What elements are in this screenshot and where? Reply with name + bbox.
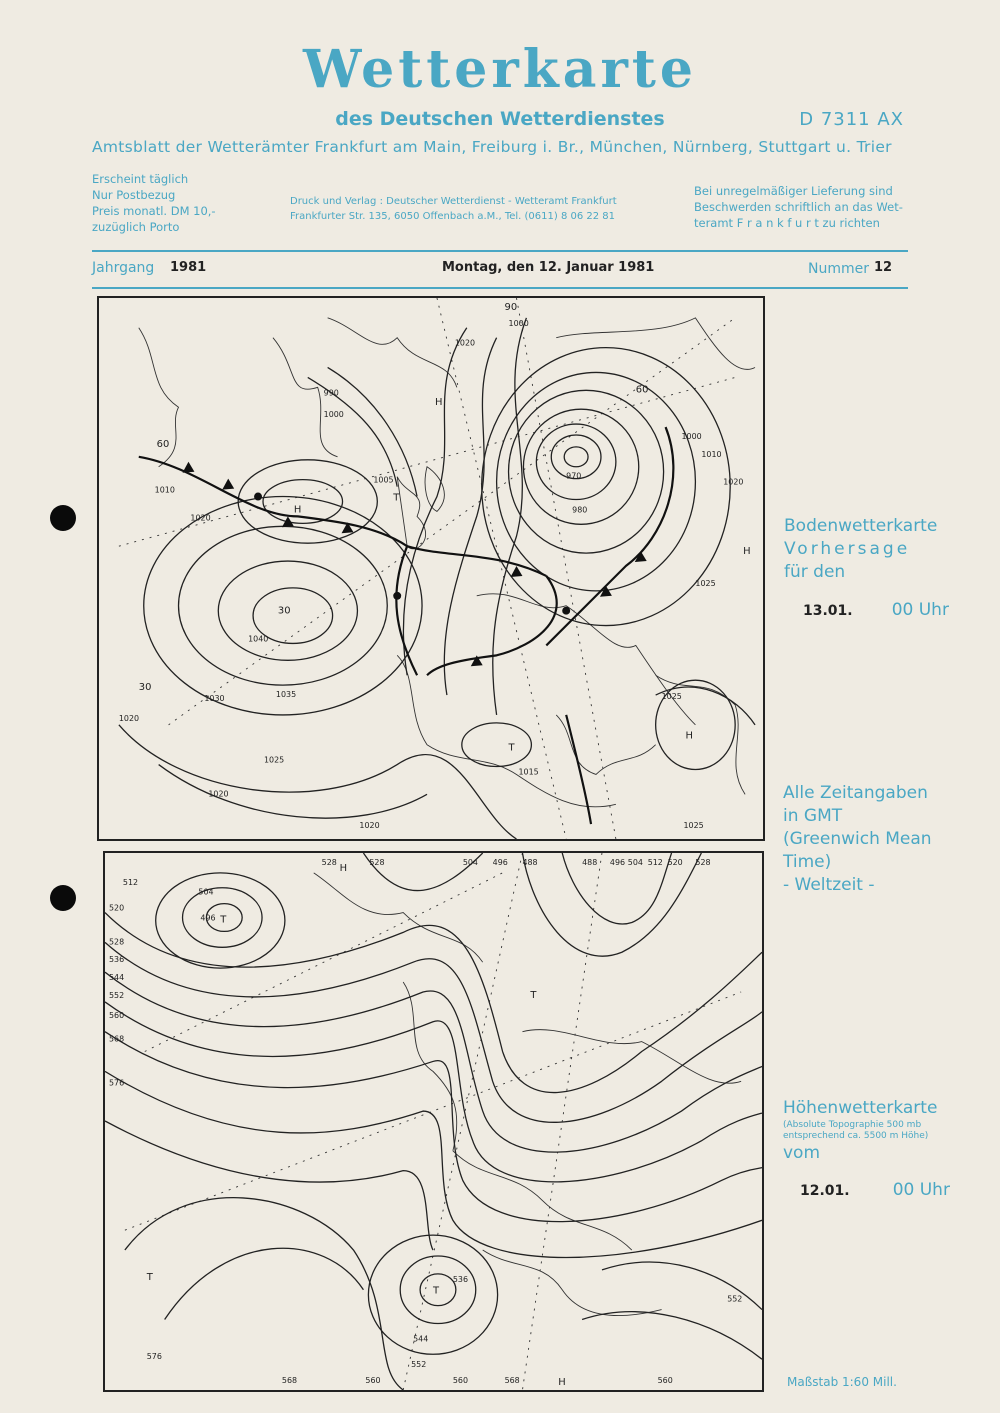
map-label: 504 xyxy=(462,857,478,867)
surface-map-drawing xyxy=(99,298,763,839)
map-label: 1030 xyxy=(204,694,225,704)
info-line: Druck und Verlag : Deutscher Wetterdienst - Wetteramt Frankfurt xyxy=(290,196,617,207)
punch-hole xyxy=(50,885,76,911)
info-line: Beschwerden schriftlich an das Wet- xyxy=(694,200,903,214)
info-line: zuzüglich Porto xyxy=(92,220,180,234)
map-label: 1020 xyxy=(208,789,229,799)
map-label: 1000 xyxy=(323,410,344,420)
map-label: 552 xyxy=(108,990,125,1000)
map-label: 528 xyxy=(321,857,337,867)
map-label: 552 xyxy=(727,1294,743,1304)
map-scale: Maßstab 1:60 Mill. xyxy=(787,1375,897,1389)
note-line: (Greenwich Mean xyxy=(783,829,932,849)
note-line: in GMT xyxy=(783,806,843,826)
issue-row xyxy=(92,258,908,280)
map-label: 1020 xyxy=(118,713,140,723)
map-label: 1025 xyxy=(695,578,716,588)
map-label: H xyxy=(685,730,693,742)
caption-line: Bodenwetterkarte xyxy=(784,516,938,536)
info-line: Bei unregelmäßiger Lieferung sind xyxy=(694,184,893,198)
map-label: 60 xyxy=(635,384,649,396)
surface-weather-map xyxy=(97,296,765,841)
punch-hole xyxy=(50,505,76,531)
number-value: 12 xyxy=(874,260,893,275)
caption-line: Vorhersage xyxy=(784,539,911,559)
map-label: 1040 xyxy=(248,634,269,644)
map-label: T xyxy=(433,1285,440,1297)
postal-code: D 7311 AX xyxy=(799,109,904,130)
surface-map-date xyxy=(803,600,949,620)
info-line: Nur Postbezug xyxy=(92,188,176,202)
map-label: 560 xyxy=(108,1010,125,1020)
upper-map-drawing xyxy=(105,853,762,1390)
map-label: 1025 xyxy=(683,821,704,831)
map-label: 496 xyxy=(492,857,508,867)
map-label: 1020 xyxy=(454,338,476,348)
surface-map-caption xyxy=(784,515,937,584)
map-label: H xyxy=(558,1377,566,1389)
map-label: T xyxy=(146,1271,153,1283)
map-label: 488 xyxy=(582,857,598,867)
note-line: Time) xyxy=(783,852,832,872)
year-label: Jahrgang xyxy=(92,260,155,276)
info-line: Frankfurter Str. 135, 6050 Offenbach a.M., Tel. (0611) 8 06 22 81 xyxy=(290,211,616,222)
divider xyxy=(92,287,908,289)
masthead-title: Wetterkarte xyxy=(303,39,697,100)
map-label: 1000 xyxy=(508,318,529,328)
map-label: 528 xyxy=(108,937,125,947)
map-label: 528 xyxy=(369,857,385,867)
time-note xyxy=(783,782,932,897)
map-label: 560 xyxy=(365,1376,381,1386)
map-label: 1035 xyxy=(275,690,297,700)
note-line: - Weltzeit - xyxy=(783,875,875,895)
map-label: 576 xyxy=(108,1078,125,1088)
year-value: 1981 xyxy=(170,260,207,275)
map-label: T xyxy=(393,492,400,504)
map-label: 990 xyxy=(323,388,339,398)
map-label: 520 xyxy=(108,903,125,913)
map-label: 568 xyxy=(504,1376,520,1386)
forecast-time: 00 Uhr xyxy=(891,600,949,620)
masthead-subtitle: des Deutschen Wetterdienstes xyxy=(335,108,665,130)
map-label: 1005 xyxy=(373,475,394,485)
map-label: 544 xyxy=(413,1334,429,1344)
publisher-info xyxy=(290,194,617,224)
divider xyxy=(92,250,908,252)
map-label: 90 xyxy=(504,301,518,313)
map-label: 1025 xyxy=(661,692,682,702)
info-line: Erscheint täglich xyxy=(92,172,189,186)
map-label: 544 xyxy=(108,973,125,983)
analysis-date: 12.01. xyxy=(800,1183,850,1199)
map-label: T xyxy=(508,742,515,754)
caption-small: (Absolute Topographie 500 mb xyxy=(783,1120,922,1130)
map-label: 1020 xyxy=(359,821,380,831)
map-label: 970 xyxy=(566,471,582,481)
forecast-date: 13.01. xyxy=(803,603,853,619)
map-label: T xyxy=(530,989,537,1001)
map-label: H xyxy=(339,862,348,874)
map-label: 30 xyxy=(138,682,152,694)
map-label: T xyxy=(220,914,227,926)
map-label: 30 xyxy=(277,605,291,617)
map-label: 1000 xyxy=(681,431,702,441)
map-label: 496 xyxy=(609,857,626,867)
caption-small: entsprechend ca. 5500 m Höhe) xyxy=(783,1131,929,1141)
map-label: 1015 xyxy=(518,767,539,777)
complaint-info xyxy=(694,183,908,231)
map-label: 1010 xyxy=(701,449,722,459)
number-label: Nummer xyxy=(808,261,869,277)
map-label: 512 xyxy=(122,877,139,887)
map-label: 536 xyxy=(452,1274,469,1284)
issue-date: Montag, den 12. Januar 1981 xyxy=(442,260,655,275)
caption-line: für den xyxy=(784,562,846,582)
map-label: 488 xyxy=(522,857,538,867)
caption-line: Höhenwetterkarte xyxy=(783,1098,938,1118)
map-label: 520 xyxy=(667,857,683,867)
upper-map-date xyxy=(800,1180,950,1200)
map-label: 512 xyxy=(647,857,663,867)
caption-line: vom xyxy=(783,1143,821,1163)
map-label: 568 xyxy=(108,1034,125,1044)
map-label: 1025 xyxy=(264,755,285,765)
map-label: 1010 xyxy=(154,485,175,495)
upper-air-map xyxy=(103,851,764,1392)
info-line: Preis monatl. DM 10,- xyxy=(92,204,216,218)
analysis-time: 00 Uhr xyxy=(892,1180,950,1200)
map-label: 504 xyxy=(627,857,643,867)
map-label: 568 xyxy=(281,1376,298,1386)
map-label: 560 xyxy=(657,1376,673,1386)
map-label: 536 xyxy=(108,955,125,965)
map-label: 980 xyxy=(572,505,588,515)
map-label: 496 xyxy=(200,913,216,923)
note-line: Alle Zeitangaben xyxy=(783,783,928,803)
map-label: 576 xyxy=(146,1352,162,1362)
map-label: 60 xyxy=(156,438,170,450)
map-label: 528 xyxy=(695,857,711,867)
upper-map-caption xyxy=(783,1097,937,1165)
map-label: H xyxy=(293,504,302,516)
map-label: 552 xyxy=(411,1360,427,1370)
map-label: 560 xyxy=(452,1376,469,1386)
map-label: 1020 xyxy=(190,513,211,523)
offices-line: Amtsblatt der Wetterämter Frankfurt am Main, Freiburg i. Br., München, Nürnberg, Stuttgart u. Trier xyxy=(92,138,892,156)
map-label: H xyxy=(434,397,443,409)
subscription-info xyxy=(92,171,216,235)
map-label: 1020 xyxy=(723,477,744,487)
map-label: H xyxy=(743,546,751,558)
map-label: 504 xyxy=(198,887,214,897)
info-line: teramt F r a n k f u r t zu richten xyxy=(694,216,880,230)
